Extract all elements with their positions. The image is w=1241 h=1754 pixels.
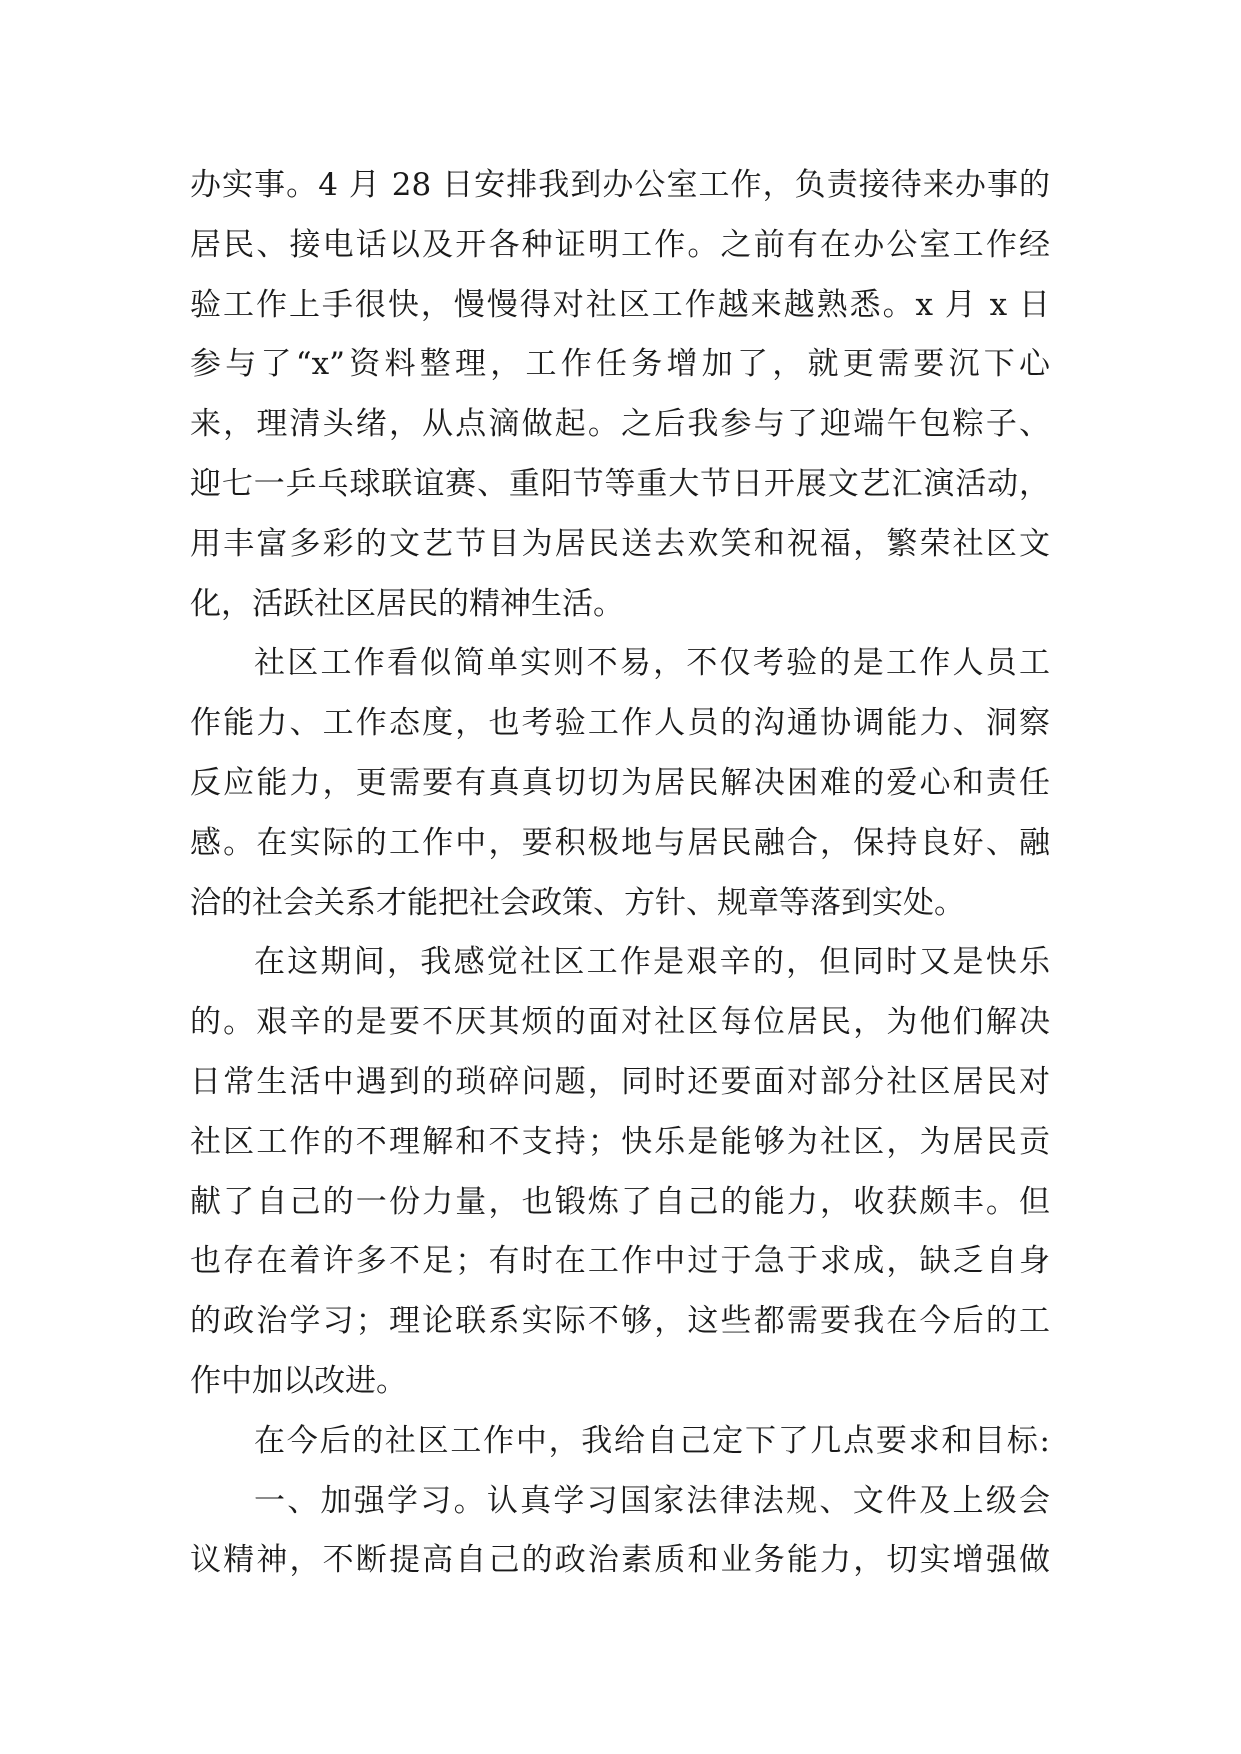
text-line: 献了自己的一份力量，也锻炼了自己的能力，收获颇丰。但 [190,1183,1050,1220]
text-line: 在这期间，我感觉社区工作是艰辛的，但同时又是快乐 [254,944,1050,981]
text-line: 社区工作看似简单实则不易，不仅考验的是工作人员工 [254,645,1050,682]
text-line: 用丰富多彩的文艺节目为居民送去欢笑和祝福，繁荣社区文 [190,525,1050,562]
text-line: 参与了“x”资料整理，工作任务增加了，就更需要沉下心 [190,346,1050,383]
text-line: 居民、接电话以及开各种证明工作。之前有在办公室工作经 [190,226,1050,263]
text-line: 社区工作的不理解和不支持；快乐是能够为社区，为居民贡 [190,1123,1050,1160]
text-line: 来，理清头绪，从点滴做起。之后我参与了迎端午包粽子、 [190,406,1050,443]
text-line: 办实事。4 月 28 日安排我到办公室工作，负责接待来办事的 [190,167,1050,203]
text-line: 迎七一乒乓球联谊赛、重阳节等重大节日开展文艺汇演活动， [190,465,1050,502]
text-line: 也存在着许多不足；有时在工作中过于急于求成，缺乏自身 [190,1243,1050,1280]
text-line: 日常生活中遇到的琐碎问题，同时还要面对部分社区居民对 [190,1063,1050,1100]
text-line: 的政治学习；理论联系实际不够，这些都需要我在今后的工 [190,1303,1050,1340]
text-line: 在今后的社区工作中，我给自己定下了几点要求和目标: [254,1422,1050,1459]
text-line: 验工作上手很快，慢慢得对社区工作越来越熟悉。x 月 x 日 [190,286,1050,323]
text-line: 感。在实际的工作中，要积极地与居民融合，保持良好、融 [190,824,1050,861]
text-line: 一、加强学习。认真学习国家法律法规、文件及上级会 [254,1482,1050,1519]
document-body [190,156,1050,1591]
text-line: 反应能力，更需要有真真切切为居民解决困难的爱心和责任 [190,764,1050,801]
text-line: 的。艰辛的是要不厌其烦的面对社区每位居民，为他们解决 [190,1004,1050,1041]
text-line: 作能力、工作态度，也考验工作人员的沟通协调能力、洞察 [190,705,1050,742]
text-line: 作中加以改进。 [190,1362,407,1399]
text-line: 化，活跃社区居民的精神生活。 [190,585,624,622]
text-line: 洽的社会关系才能把社会政策、方针、规章等落到实处。 [190,884,965,921]
text-line: 议精神，不断提高自己的政治素质和业务能力，切实增强做 [190,1542,1050,1579]
